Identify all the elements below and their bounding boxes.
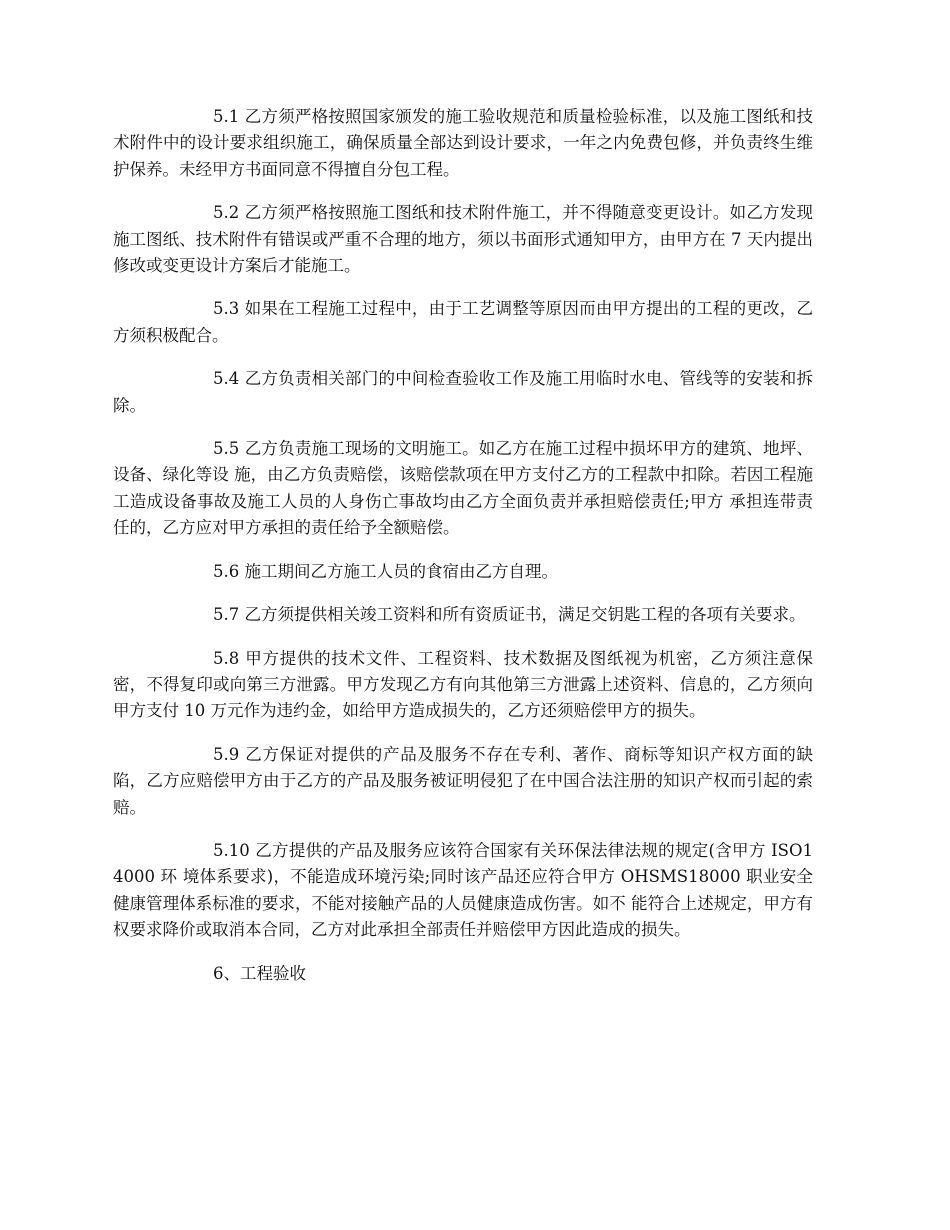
clause-5-1: 5.1 乙方须严格按照国家颁发的施工验收规范和质量检验标准，以及施工图纸和技术附件中的设计要求组织施工，确保质量全部达到设计要求，一年之内免费包修，并负责终生维护保养。未经甲方书面同意不得擅自分包工程。 <box>113 107 813 179</box>
clause-5-4: 5.4 乙方负责相关部门的中间检查验收工作及施工用临时水电、管线等的安装和拆除。 <box>113 369 813 415</box>
clause-5-7: 5.7 乙方须提供相关竣工资料和所有资质证书，满足交钥匙工程的各项有关要求。 <box>213 605 806 625</box>
clause-5-9: 5.9 乙方保证对提供的产品及服务不存在专利、著作、商标等知识产权方面的缺陷，乙方应赔偿甲方由于乙方的产品及服务被证明侵犯了在中国合法注册的知识产权而引起的索赔。 <box>113 744 813 817</box>
document-body <box>113 104 813 987</box>
clause-5-6: 5.6 施工期间乙方施工人员的食宿由乙方自理。 <box>213 561 558 581</box>
section-heading-acceptance: 6、工程验收 <box>213 963 306 983</box>
clause-5-3: 5.3 如果在工程施工过程中，由于工艺调整等原因而由甲方提出的工程的更改，乙方须积极配合。 <box>113 299 813 345</box>
clause-5-2: 5.2 乙方须严格按照施工图纸和技术附件施工，并不得随意变更设计。如乙方发现施工图纸、技术附件有错误或严重不合理的地方，须以书面形式通知甲方，由甲方在 7 天内提出修改或变更设计方案后才能施工。 <box>113 203 813 276</box>
clause-5-10: 5.10 乙方提供的产品及服务应该符合国家有关环保法律法规的规定(含甲方 ISO14000 环 境体系要求)，不能造成环境污染;同时该产品还应符合甲方 OHSMS18000 职业安全健康管理体系标准的要求，不能对接触产品的人员健康造成伤害。如不 能符合上述规定，甲方有权要求降价或取消本合同，乙方对此承担全部责任并赔偿甲方因此造成的损失。 <box>113 840 813 940</box>
clause-5-8: 5.8 甲方提供的技术文件、工程资料、技术数据及图纸视为机密，乙方须注意保密，不得复印或向第三方泄露。甲方发现乙方有向其他第三方泄露上述资料、信息的，乙方须向甲方支付 10 万元作为违约金，如给甲方造成损失的，乙方还须赔偿甲方的损失。 <box>113 648 813 721</box>
clause-5-5: 5.5 乙方负责施工现场的文明施工。如乙方在施工过程中损坏甲方的建筑、地坪、设备、绿化等设 施，由乙方负责赔偿，该赔偿款项在甲方支付乙方的工程款中扣除。若因工程施工造成设备事故及施工人员的人身伤亡事故均由乙方全面负责并承担赔偿责任;甲方 承担连带责任的，乙方应对甲方承担的责任给予全额赔偿。 <box>113 439 813 538</box>
